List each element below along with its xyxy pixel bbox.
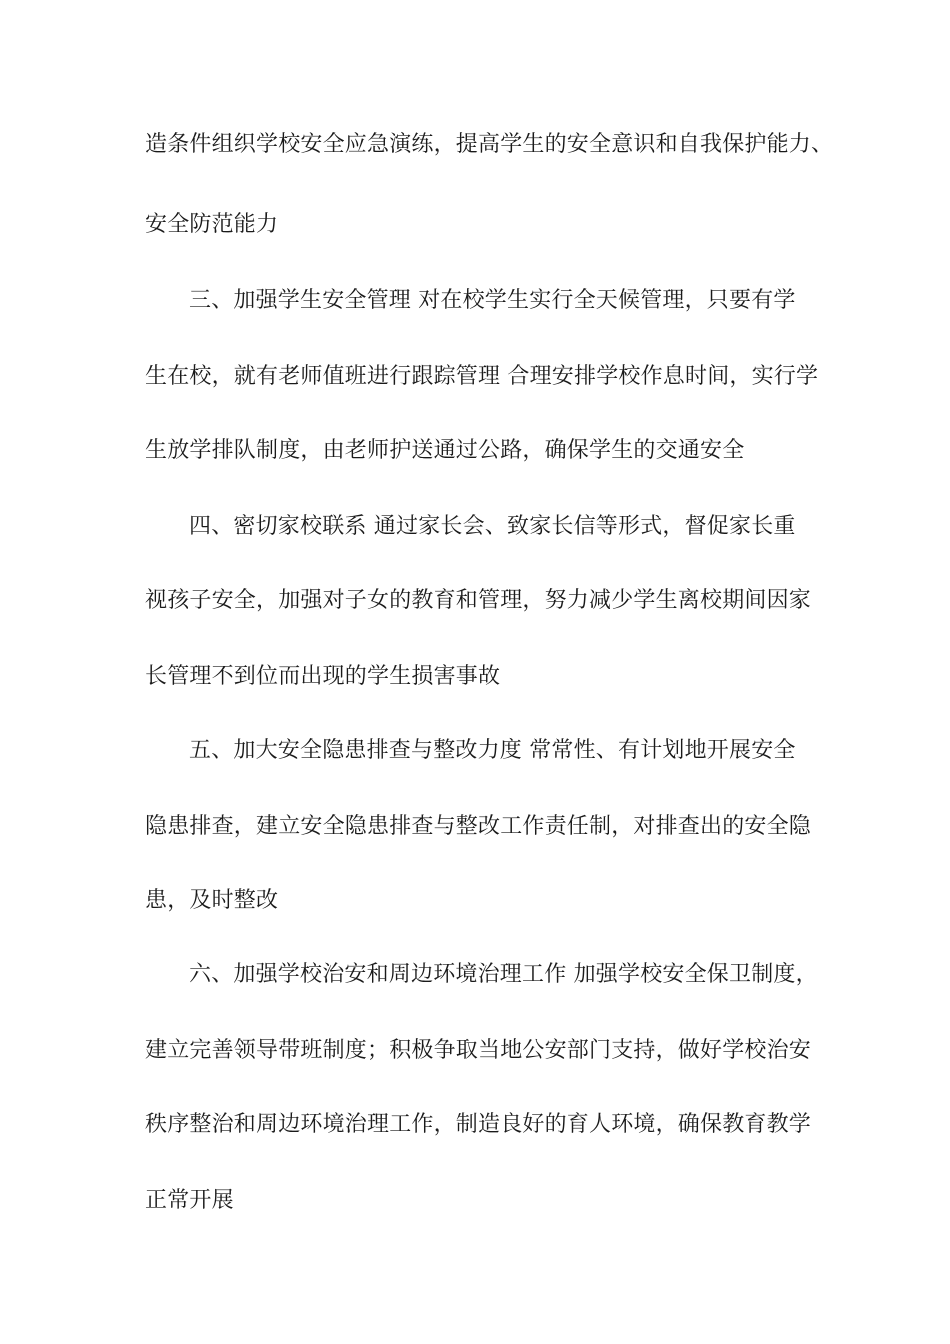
paragraph-heading-5: 五、加大安全隐患排查与整改力度 常常性、有计划地开展安全 bbox=[189, 738, 796, 763]
text-line: 生放学排队制度，由老师护送通过公路，确保学生的交通安全 bbox=[145, 438, 745, 463]
paragraph-heading-4: 四、密切家校联系 通过家长会、致家长信等形式，督促家长重 bbox=[189, 514, 796, 539]
text-line: 患，及时整改 bbox=[145, 888, 279, 913]
text-line: 长管理不到位而出现的学生损害事故 bbox=[145, 664, 501, 689]
text-line: 秩序整治和周边环境治理工作，制造良好的育人环境，确保教育教学 bbox=[145, 1112, 812, 1137]
text-line: 建立完善领导带班制度；积极争取当地公安部门支持，做好学校治安 bbox=[145, 1038, 812, 1063]
text-line: 正常开展 bbox=[145, 1188, 234, 1213]
paragraph-heading-6: 六、加强学校治安和周边环境治理工作 加强学校安全保卫制度， bbox=[189, 962, 818, 987]
text-line: 安全防范能力 bbox=[145, 212, 279, 237]
text-line: 视孩子安全，加强对子女的教育和管理，努力减少学生离校期间因家 bbox=[145, 588, 812, 613]
text-line: 隐患排查，建立安全隐患排查与整改工作责任制，对排查出的安全隐 bbox=[145, 814, 812, 839]
text-line: 造条件组织学校安全应急演练，提高学生的安全意识和自我保护能力、 bbox=[145, 132, 834, 157]
paragraph-heading-3: 三、加强学生安全管理 对在校学生实行全天候管理，只要有学 bbox=[189, 288, 796, 313]
text-line: 生在校，就有老师值班进行跟踪管理 合理安排学校作息时间，实行学 bbox=[145, 364, 819, 389]
